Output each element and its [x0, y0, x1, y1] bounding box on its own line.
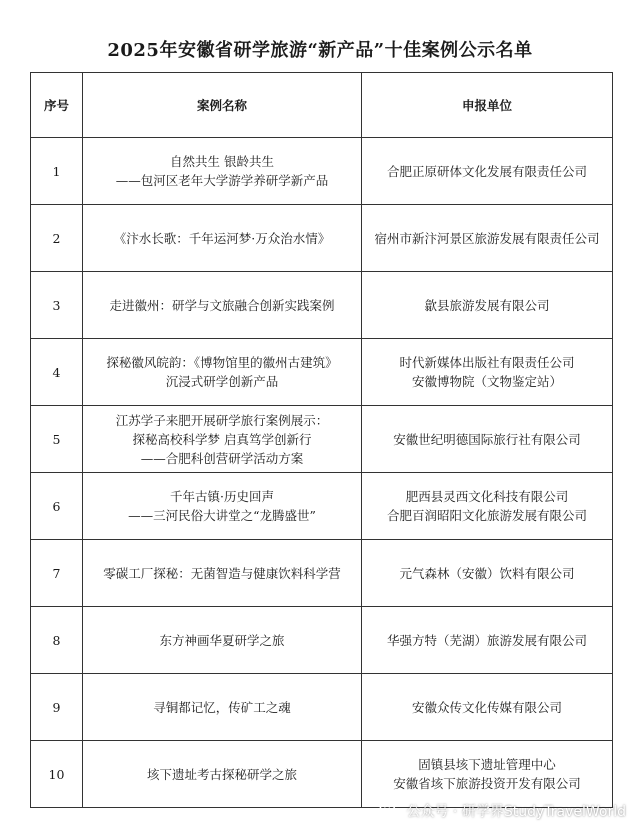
row-applicant-unit [362, 674, 613, 741]
page-title: 2025年安徽省研学旅游“新产品”十佳案例公示名单 [107, 40, 533, 61]
row-case-name [83, 205, 362, 272]
unit-line: 合肥百润昭阳文化旅游发展有限公司 [386, 508, 587, 523]
watermark-text: 公众号 · 研学界StudyTravelWorld [406, 804, 626, 820]
case-list-table-container [30, 72, 612, 808]
table-row [31, 406, 613, 473]
case-name-line: 千年古镇·历史回声 [170, 489, 274, 504]
unit-line: 安徽众传文化传媒有限公司 [411, 699, 562, 715]
row-index: 4 [31, 339, 83, 406]
table-row [31, 741, 613, 808]
row-index: 1 [31, 138, 83, 205]
row-applicant-unit [362, 272, 613, 339]
row-case-name [83, 473, 362, 540]
table-row [31, 473, 613, 540]
row-index: 5 [31, 406, 83, 473]
row-case-name [83, 674, 362, 741]
row-index: 2 [31, 205, 83, 272]
case-name-line: 江苏学子来肥开展研学旅行案例展示： [115, 412, 329, 428]
row-applicant-unit [362, 339, 613, 406]
unit-line: 元气森林（安徽）饮料有限公司 [399, 565, 575, 581]
row-applicant-unit [362, 741, 613, 808]
row-case-name [83, 540, 362, 607]
case-name-line: 垓下遗址考古探秘研学之旅 [146, 766, 297, 782]
row-case-name [83, 607, 362, 674]
case-name-line: ——合肥科创营研学活动方案 [140, 450, 304, 466]
case-name-line: 《汴水长歌：千年运河梦·万众治水情》 [113, 230, 331, 246]
case-name-line: 探秘高校科学梦 启真笃学创新行 [132, 431, 312, 447]
unit-line: 歙县旅游发展有限公司 [424, 297, 550, 313]
table-row [31, 674, 613, 741]
row-index: 9 [31, 674, 83, 741]
unit-line: 安徽世纪明德国际旅行社有限公司 [393, 431, 581, 447]
unit-line: 固镇县垓下遗址管理中心 [418, 757, 556, 772]
table-row [31, 138, 613, 205]
row-index: 10 [31, 741, 83, 808]
unit-line: 华强方特（芜湖）旅游发展有限公司 [386, 632, 587, 648]
case-name-line: ——包河区老年大学游学养研学新产品 [115, 173, 329, 188]
table-row [31, 540, 613, 607]
row-case-name [83, 406, 362, 473]
case-list-table [30, 72, 613, 808]
case-name-line: 探秘徽风皖韵：《博物馆里的徽州古建筑》 [106, 355, 338, 370]
table-row [31, 205, 613, 272]
row-index: 3 [31, 272, 83, 339]
table-row [31, 339, 613, 406]
row-index: 6 [31, 473, 83, 540]
case-name-line: 零碳工厂探秘：无菌智造与健康饮料科学营 [103, 565, 341, 581]
case-name-line: 走进徽州：研学与文旅融合创新实践案例 [109, 297, 335, 313]
unit-line: 合肥正原研体文化发展有限责任公司 [386, 163, 587, 179]
case-name-line: ——三河民俗大讲堂之“龙腾盛世” [128, 508, 316, 523]
header-applicant-unit: 申报单位 [362, 73, 613, 138]
table-row [31, 272, 613, 339]
case-name-line: 沉浸式研学创新产品 [165, 374, 279, 389]
unit-line: 安徽省垓下旅游投资开发有限公司 [393, 776, 581, 791]
unit-line: 安徽博物院（文物鉴定站） [411, 374, 562, 389]
header-case-name: 案例名称 [83, 73, 362, 138]
row-case-name [83, 339, 362, 406]
unit-line: 肥西县灵西文化科技有限公司 [405, 489, 569, 504]
row-applicant-unit [362, 406, 613, 473]
row-applicant-unit [362, 607, 613, 674]
case-name-line: 寻铜都记忆，传矿工之魂 [153, 699, 291, 715]
row-index: 8 [31, 607, 83, 674]
table-header-row [31, 73, 613, 138]
row-applicant-unit [362, 540, 613, 607]
table-row [31, 607, 613, 674]
row-applicant-unit [362, 205, 613, 272]
header-index: 序号 [31, 73, 83, 138]
row-applicant-unit [362, 473, 613, 540]
row-case-name [83, 272, 362, 339]
table-body [31, 138, 613, 808]
row-case-name [83, 741, 362, 808]
unit-line: 宿州市新汴河景区旅游发展有限责任公司 [374, 230, 600, 246]
case-name-line: 东方神画华夏研学之旅 [159, 632, 285, 648]
row-applicant-unit [362, 138, 613, 205]
row-case-name [83, 138, 362, 205]
row-index: 7 [31, 540, 83, 607]
unit-line: 时代新媒体出版社有限责任公司 [399, 355, 575, 370]
case-name-line: 自然共生 银龄共生 [170, 154, 274, 169]
